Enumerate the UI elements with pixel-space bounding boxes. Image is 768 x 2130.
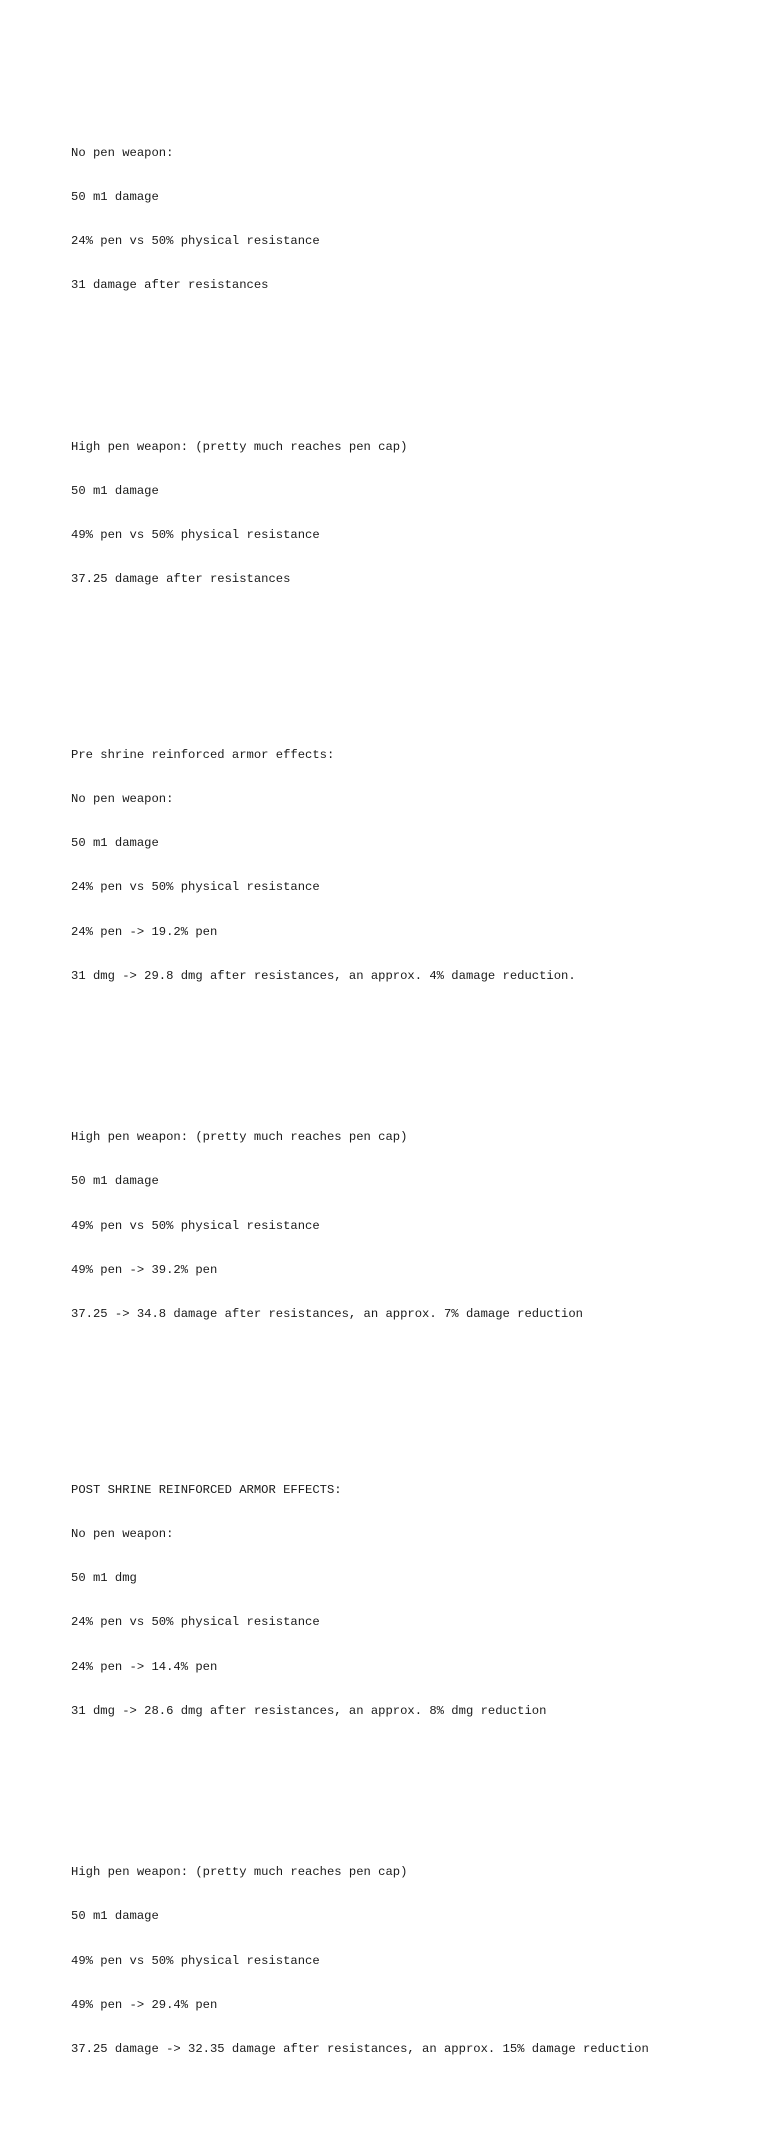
no-pen-weapon-block bbox=[71, 116, 761, 322]
text-line: No pen weapon: bbox=[71, 1527, 174, 1542]
text-line: High pen weapon: (pretty much reaches pen cap) bbox=[71, 439, 408, 454]
section-gap bbox=[71, 1380, 761, 1409]
text-line: 50 m1 damage bbox=[71, 189, 159, 204]
text-line: High pen weapon: (pretty much reaches pen cap) bbox=[71, 1865, 408, 1880]
paragraph-gap bbox=[71, 351, 761, 366]
text-line: 50 m1 damage bbox=[71, 836, 159, 851]
text-line: 49% pen vs 50% physical resistance bbox=[71, 1218, 320, 1233]
text-line: 24% pen vs 50% physical resistance bbox=[71, 1615, 320, 1630]
text-line: 50 m1 dmg bbox=[71, 1571, 137, 1586]
text-line: 24% pen vs 50% physical resistance bbox=[71, 233, 320, 248]
paragraph-gap bbox=[71, 1042, 761, 1057]
text-line: No pen weapon: bbox=[71, 145, 174, 160]
pre-shrine-no-pen-block bbox=[71, 719, 761, 1013]
post-shrine-no-pen-block bbox=[71, 1454, 761, 1748]
pre-shrine-high-pen-block bbox=[71, 1101, 761, 1351]
paragraph-gap bbox=[71, 1777, 761, 1792]
text-line: 49% pen vs 50% physical resistance bbox=[71, 527, 320, 542]
post-shrine-high-pen-block bbox=[71, 1836, 761, 2086]
high-pen-weapon-block bbox=[71, 410, 761, 616]
text-line: No pen weapon: bbox=[71, 792, 174, 807]
text-line: 31 dmg -> 29.8 dmg after resistances, an approx. 4% damage reduction. bbox=[71, 968, 576, 983]
text-line: 37.25 damage after resistances bbox=[71, 571, 291, 586]
section-gap bbox=[71, 645, 761, 674]
text-line: 50 m1 damage bbox=[71, 483, 159, 498]
text-line: 49% pen vs 50% physical resistance bbox=[71, 1953, 320, 1968]
text-line: 24% pen -> 19.2% pen bbox=[71, 924, 218, 939]
text-line: 49% pen -> 39.2% pen bbox=[71, 1262, 218, 1277]
text-line: 31 damage after resistances bbox=[71, 277, 269, 292]
text-line: 37.25 -> 34.8 damage after resistances, an approx. 7% damage reduction bbox=[71, 1306, 583, 1321]
section-heading: Pre shrine reinforced armor effects: bbox=[71, 748, 335, 763]
section-heading: POST SHRINE REINFORCED ARMOR EFFECTS: bbox=[71, 1483, 342, 1498]
text-line: 24% pen -> 14.4% pen bbox=[71, 1659, 218, 1674]
text-line: 37.25 damage -> 32.35 damage after resistances, an approx. 15% damage reduction bbox=[71, 2041, 649, 2056]
text-line: 31 dmg -> 28.6 dmg after resistances, an approx. 8% dmg reduction bbox=[71, 1703, 547, 1718]
text-line: 50 m1 damage bbox=[71, 1909, 159, 1924]
document-body bbox=[71, 72, 761, 2130]
text-line: High pen weapon: (pretty much reaches pen cap) bbox=[71, 1130, 408, 1145]
text-line: 49% pen -> 29.4% pen bbox=[71, 1997, 218, 2012]
text-line: 24% pen vs 50% physical resistance bbox=[71, 880, 320, 895]
text-line: 50 m1 damage bbox=[71, 1174, 159, 1189]
